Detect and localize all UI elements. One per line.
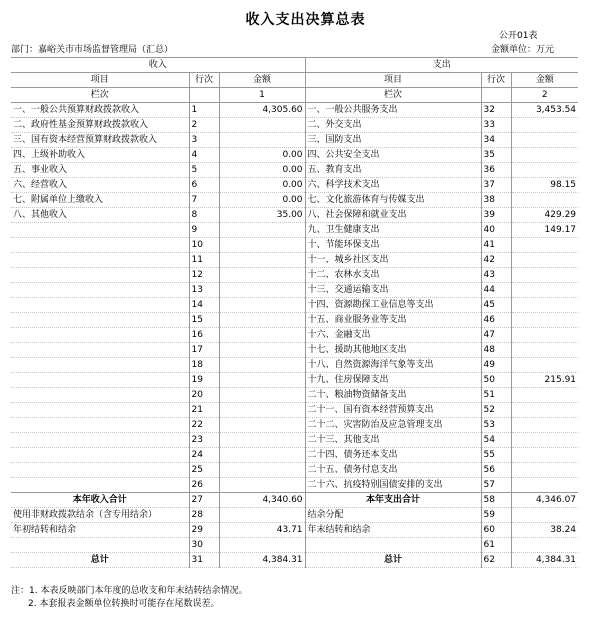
expense-amount-cell	[511, 193, 578, 208]
table-row	[11, 118, 578, 133]
expense-item-cell: 五、教育支出	[305, 163, 481, 178]
expense-item-cell: 年末结转和结余	[305, 523, 481, 538]
income-amount-cell	[219, 358, 305, 373]
table-row	[11, 373, 578, 388]
expense-line-cell: 49	[481, 358, 511, 373]
table-row	[11, 148, 578, 163]
income-amount-cell	[219, 463, 305, 478]
expense-item-cell: 二十六、抗疫特别国债安排的支出	[305, 478, 481, 493]
summary-row	[11, 523, 578, 538]
expense-amount-cell	[511, 418, 578, 433]
expense-item-cell: 二十、粮油物资储备支出	[305, 388, 481, 403]
income-item-cell: 一、一般公共预算财政拨款收入	[11, 103, 189, 118]
expense-line-cell: 32	[481, 103, 511, 118]
income-item-cell	[11, 283, 189, 298]
expense-amount-cell	[511, 433, 578, 448]
income-amount-cell: 4,305.60	[219, 103, 305, 118]
income-item-cell	[11, 298, 189, 313]
expense-amount-cell	[511, 388, 578, 403]
expense-line-cell: 56	[481, 463, 511, 478]
expense-line-cell: 37	[481, 178, 511, 193]
income-line-cell: 19	[189, 373, 219, 388]
table-row	[11, 313, 578, 328]
note-1: 注：1. 本表反映部门本年度的总收支和年末结转结余情况。	[11, 586, 248, 596]
table-row	[11, 178, 578, 193]
expense-amount-cell	[511, 238, 578, 253]
expense-line-cell: 38	[481, 193, 511, 208]
table-row	[11, 223, 578, 238]
income-amount-cell	[219, 133, 305, 148]
expense-item-cell: 十、节能环保支出	[305, 238, 481, 253]
income-item-cell	[11, 253, 189, 268]
summary-row	[11, 493, 578, 508]
expense-line-cell: 58	[481, 493, 511, 508]
expense-item-cell: 十九、住房保障支出	[305, 373, 481, 388]
expense-amount-cell	[511, 298, 578, 313]
expense-line-cell: 51	[481, 388, 511, 403]
table-row	[11, 448, 578, 463]
expense-item-cell: 二十二、灾害防治及应急管理支出	[305, 418, 481, 433]
expense-amount-cell	[511, 463, 578, 478]
expense-amount-cell	[511, 403, 578, 418]
income-line-cell: 31	[189, 553, 219, 568]
income-line-cell: 15	[189, 313, 219, 328]
income-amount-cell	[219, 373, 305, 388]
income-item-cell	[11, 478, 189, 493]
expense-line-cell: 62	[481, 553, 511, 568]
expense-amount-cell	[511, 358, 578, 373]
income-line-cell: 11	[189, 253, 219, 268]
income-amount-cell	[219, 388, 305, 403]
expense-column-number: 2	[511, 88, 578, 103]
expense-line-cell: 60	[481, 523, 511, 538]
income-line-cell: 21	[189, 403, 219, 418]
expense-amount-cell	[511, 538, 578, 553]
income-line-cell: 8	[189, 208, 219, 223]
income-item-cell	[11, 343, 189, 358]
expense-amount-cell	[511, 268, 578, 283]
income-amount-cell	[219, 328, 305, 343]
expense-item-cell: 二十一、国有资本经营预算支出	[305, 403, 481, 418]
expense-amount-cell: 4,346.07	[511, 493, 578, 508]
table-row	[11, 433, 578, 448]
income-column-label: 栏次	[11, 88, 189, 103]
income-amount-cell	[219, 478, 305, 493]
expense-line-cell: 42	[481, 253, 511, 268]
income-line-cell: 16	[189, 328, 219, 343]
expense-item-header: 项目	[305, 73, 481, 88]
income-line-cell: 27	[189, 493, 219, 508]
table-row	[11, 403, 578, 418]
expense-item-cell: 十五、商业服务业等支出	[305, 313, 481, 328]
notes	[11, 585, 247, 611]
expense-line-cell: 44	[481, 283, 511, 298]
income-amount-cell	[219, 298, 305, 313]
income-line-cell: 6	[189, 178, 219, 193]
expense-item-cell: 十三、交通运输支出	[305, 283, 481, 298]
income-column-number: 1	[219, 88, 305, 103]
income-amount-cell: 35.00	[219, 208, 305, 223]
summary-row	[11, 538, 578, 553]
expense-amount-cell: 215.91	[511, 373, 578, 388]
income-line-cell: 18	[189, 358, 219, 373]
income-line-cell: 10	[189, 238, 219, 253]
income-item-cell: 七、附属单位上缴收入	[11, 193, 189, 208]
income-line-cell: 5	[189, 163, 219, 178]
income-item-cell	[11, 538, 189, 553]
note-2: 2. 本套报表金额单位转换时可能存在尾数误差。	[28, 599, 220, 609]
expense-amount-cell: 429.29	[511, 208, 578, 223]
expense-item-cell: 总计	[305, 553, 481, 568]
income-line-cell: 7	[189, 193, 219, 208]
income-line-cell: 23	[189, 433, 219, 448]
table-row	[11, 208, 578, 223]
income-item-header: 项目	[11, 73, 189, 88]
table-row	[11, 133, 578, 148]
expense-line-cell: 43	[481, 268, 511, 283]
expense-item-cell: 二、外交支出	[305, 118, 481, 133]
income-line-cell: 20	[189, 388, 219, 403]
expense-item-cell: 七、文化旅游体育与传媒支出	[305, 193, 481, 208]
income-amount-cell: 0.00	[219, 163, 305, 178]
expense-item-cell: 十六、金融支出	[305, 328, 481, 343]
income-item-cell	[11, 433, 189, 448]
income-item-cell	[11, 418, 189, 433]
unit-label: 金额单位：万元	[491, 45, 555, 55]
income-amount-cell	[219, 313, 305, 328]
income-line-cell: 12	[189, 268, 219, 283]
income-amount-cell: 43.71	[219, 523, 305, 538]
expense-line-cell: 33	[481, 118, 511, 133]
table-row	[11, 103, 578, 118]
expense-amount-cell	[511, 148, 578, 163]
income-amount-cell	[219, 283, 305, 298]
income-item-cell	[11, 328, 189, 343]
expense-line-cell: 54	[481, 433, 511, 448]
income-item-cell	[11, 268, 189, 283]
income-line-header: 行次	[189, 73, 219, 88]
income-amount-cell	[219, 448, 305, 463]
report-title: 收入支出决算总表	[245, 12, 366, 28]
form-code: 公开01表	[499, 31, 538, 41]
table-row	[11, 358, 578, 373]
expense-line-cell: 50	[481, 373, 511, 388]
table-row	[11, 343, 578, 358]
income-amount-cell	[219, 223, 305, 238]
expense-item-cell: 二十三、其他支出	[305, 433, 481, 448]
income-item-cell	[11, 313, 189, 328]
income-item-cell	[11, 358, 189, 373]
table-row	[11, 193, 578, 208]
expense-item-cell	[305, 538, 481, 553]
expense-item-cell: 九、卫生健康支出	[305, 223, 481, 238]
income-line-cell: 4	[189, 148, 219, 163]
expense-line-cell: 61	[481, 538, 511, 553]
income-line-cell: 2	[189, 118, 219, 133]
income-item-cell	[11, 223, 189, 238]
expense-item-cell: 八、社会保障和就业支出	[305, 208, 481, 223]
table-row	[11, 283, 578, 298]
income-line-cell: 28	[189, 508, 219, 523]
income-line-cell: 24	[189, 448, 219, 463]
income-item-cell: 五、事业收入	[11, 163, 189, 178]
income-item-cell	[11, 388, 189, 403]
income-amount-cell	[219, 343, 305, 358]
expense-line-cell: 41	[481, 238, 511, 253]
expense-line-header: 行次	[481, 73, 511, 88]
table-row	[11, 418, 578, 433]
expense-line-cell: 52	[481, 403, 511, 418]
income-line-cell: 29	[189, 523, 219, 538]
expense-line-cell: 57	[481, 478, 511, 493]
income-item-cell	[11, 373, 189, 388]
income-item-cell	[11, 238, 189, 253]
income-amount-cell	[219, 418, 305, 433]
income-amount-cell: 4,340.60	[219, 493, 305, 508]
expense-line-cell: 39	[481, 208, 511, 223]
table-row	[11, 328, 578, 343]
expense-amount-cell: 38.24	[511, 523, 578, 538]
expense-line-cell: 40	[481, 223, 511, 238]
expense-line-cell: 36	[481, 163, 511, 178]
income-amount-cell	[219, 538, 305, 553]
summary-row	[11, 508, 578, 523]
expense-amount-cell: 149.17	[511, 223, 578, 238]
expense-line-blank	[481, 88, 511, 103]
expense-line-cell: 53	[481, 418, 511, 433]
income-item-cell: 二、政府性基金预算财政拨款收入	[11, 118, 189, 133]
expense-item-cell: 四、公共安全支出	[305, 148, 481, 163]
expense-line-cell: 48	[481, 343, 511, 358]
expense-item-cell: 二十五、债务付息支出	[305, 463, 481, 478]
income-amount-cell	[219, 253, 305, 268]
income-amount-cell	[219, 403, 305, 418]
table-row	[11, 253, 578, 268]
expense-amount-cell	[511, 448, 578, 463]
expense-line-cell: 55	[481, 448, 511, 463]
expense-amount-cell	[511, 343, 578, 358]
expense-amount-header: 金额	[511, 73, 578, 88]
income-item-cell: 使用非财政拨款结余（含专用结余）	[11, 508, 189, 523]
income-line-blank	[189, 88, 219, 103]
income-line-cell: 17	[189, 343, 219, 358]
table-row	[11, 238, 578, 253]
income-amount-cell: 0.00	[219, 178, 305, 193]
income-amount-cell	[219, 508, 305, 523]
expense-amount-cell	[511, 118, 578, 133]
expense-amount-cell	[511, 478, 578, 493]
expense-section-header: 支出	[305, 58, 578, 73]
expense-item-cell: 二十四、债务还本支出	[305, 448, 481, 463]
expense-item-cell: 十一、城乡社区支出	[305, 253, 481, 268]
income-item-cell: 本年收入合计	[11, 493, 189, 508]
expense-line-cell: 59	[481, 508, 511, 523]
income-line-cell: 1	[189, 103, 219, 118]
expense-line-cell: 35	[481, 148, 511, 163]
income-amount-cell: 0.00	[219, 148, 305, 163]
income-amount-cell	[219, 268, 305, 283]
income-amount-cell: 0.00	[219, 193, 305, 208]
expense-item-cell: 结余分配	[305, 508, 481, 523]
expense-line-cell: 46	[481, 313, 511, 328]
table-row	[11, 478, 578, 493]
expense-item-cell: 一、一般公共服务支出	[305, 103, 481, 118]
expense-amount-cell	[511, 328, 578, 343]
table-row	[11, 163, 578, 178]
income-item-cell	[11, 463, 189, 478]
expense-amount-cell	[511, 253, 578, 268]
summary-row	[11, 553, 578, 568]
expense-amount-cell	[511, 163, 578, 178]
expense-amount-cell	[511, 313, 578, 328]
income-amount-cell	[219, 238, 305, 253]
department-label: 部门：嘉峪关市市场监督管理局（汇总）	[11, 45, 174, 55]
income-amount-cell: 4,384.31	[219, 553, 305, 568]
expense-item-cell: 十四、资源勘探工业信息等支出	[305, 298, 481, 313]
income-line-cell: 30	[189, 538, 219, 553]
expense-item-cell: 十七、援助其他地区支出	[305, 343, 481, 358]
income-amount-cell	[219, 118, 305, 133]
expense-line-cell: 47	[481, 328, 511, 343]
income-item-cell: 六、经营收入	[11, 178, 189, 193]
expense-amount-cell: 4,384.31	[511, 553, 578, 568]
income-line-cell: 9	[189, 223, 219, 238]
table-row	[11, 268, 578, 283]
table-row	[11, 463, 578, 478]
income-section-header: 收入	[11, 58, 305, 73]
expense-amount-cell	[511, 133, 578, 148]
income-amount-cell	[219, 433, 305, 448]
expense-item-cell: 十二、农林水支出	[305, 268, 481, 283]
income-expense-table	[11, 57, 578, 568]
income-item-cell: 年初结转和结余	[11, 523, 189, 538]
income-line-cell: 22	[189, 418, 219, 433]
expense-amount-cell: 3,453.54	[511, 103, 578, 118]
expense-line-cell: 45	[481, 298, 511, 313]
expense-column-label: 栏次	[305, 88, 481, 103]
income-item-cell: 三、国有资本经营预算财政拨款收入	[11, 133, 189, 148]
income-item-cell: 八、其他收入	[11, 208, 189, 223]
expense-amount-cell: 98.15	[511, 178, 578, 193]
table-row	[11, 298, 578, 313]
expense-item-cell: 六、科学技术支出	[305, 178, 481, 193]
income-item-cell	[11, 403, 189, 418]
income-line-cell: 3	[189, 133, 219, 148]
income-line-cell: 13	[189, 283, 219, 298]
income-item-cell: 总计	[11, 553, 189, 568]
income-line-cell: 26	[189, 478, 219, 493]
expense-item-cell: 三、国防支出	[305, 133, 481, 148]
table-row	[11, 388, 578, 403]
expense-amount-cell	[511, 283, 578, 298]
expense-item-cell: 本年支出合计	[305, 493, 481, 508]
income-line-cell: 14	[189, 298, 219, 313]
income-item-cell	[11, 448, 189, 463]
income-item-cell: 四、上级补助收入	[11, 148, 189, 163]
expense-item-cell: 十八、自然资源海洋气象等支出	[305, 358, 481, 373]
expense-amount-cell	[511, 508, 578, 523]
expense-line-cell: 34	[481, 133, 511, 148]
income-amount-header: 金额	[219, 73, 305, 88]
income-line-cell: 25	[189, 463, 219, 478]
